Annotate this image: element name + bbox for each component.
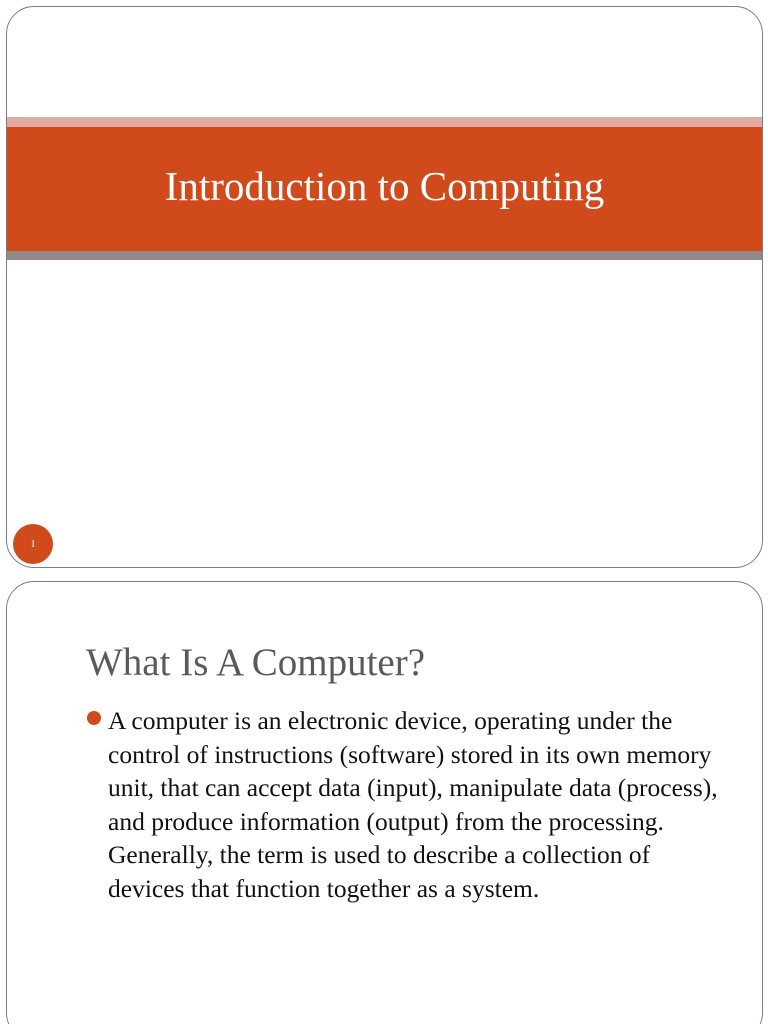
bullet-text: A computer is an electronic device, operating under the control of instructions (software) stored in its own memory unit, that can accept data (input), manipulate data (process), and produce information (output) from the processing. Generally, the term is used to describe a collection of devices that function together as a system. <box>108 706 718 903</box>
slide-2 <box>6 581 763 1024</box>
title-band-top-stripe <box>7 117 762 127</box>
slide-number-badge: 1 <box>13 524 53 564</box>
slide-1 <box>6 6 763 568</box>
bullet-item <box>87 704 727 905</box>
slide-title: Introduction to Computing <box>164 163 605 209</box>
bullet-dot-icon <box>87 711 101 725</box>
slide-heading: What Is A Computer? <box>86 641 426 684</box>
title-band-bottom-stripe <box>7 251 762 260</box>
title-band <box>7 127 762 251</box>
